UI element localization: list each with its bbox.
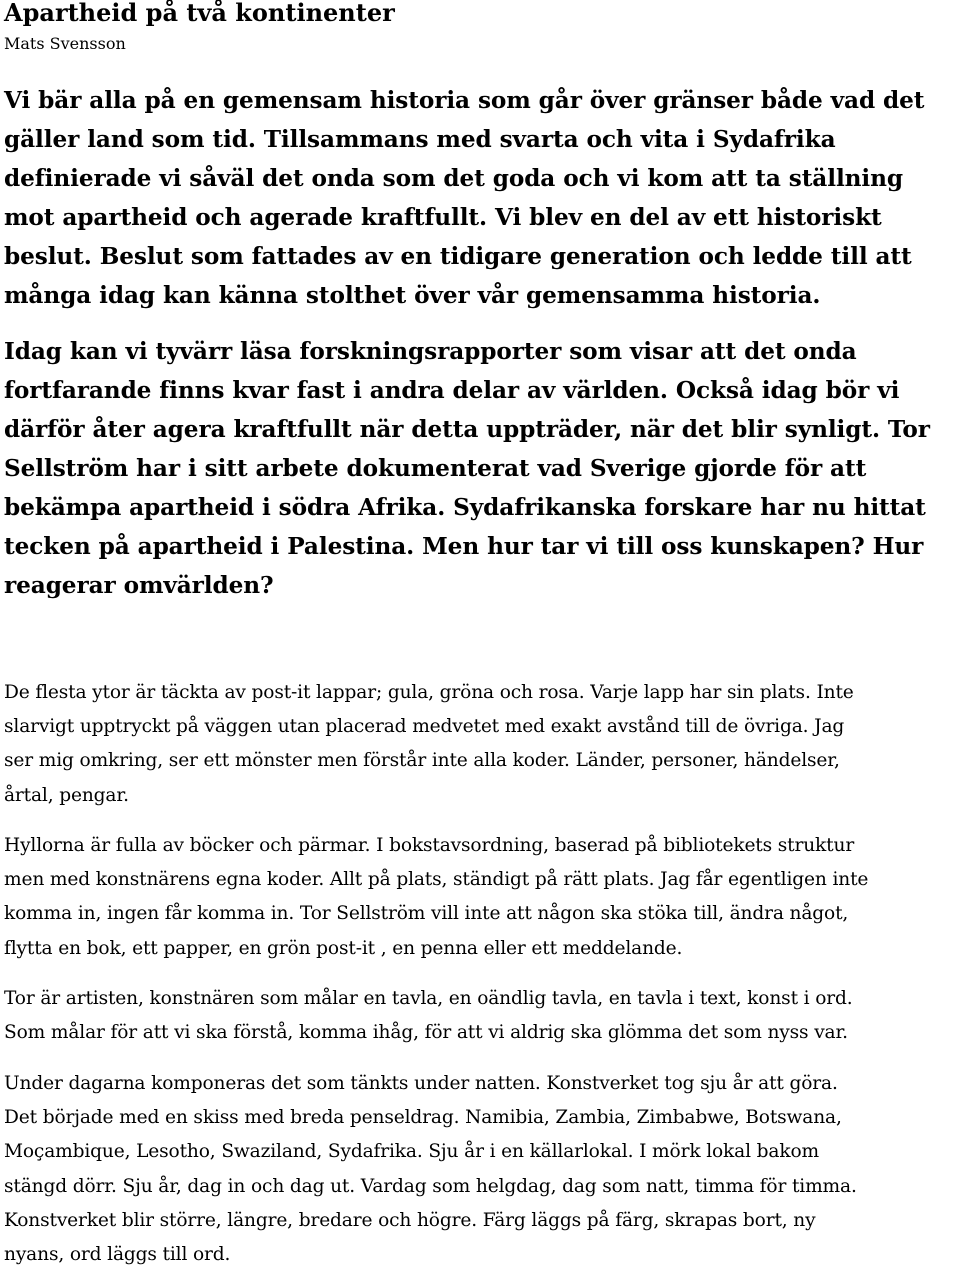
text-line: årtal, pengar. (4, 784, 129, 806)
text-line: Idag kan vi tyvärr läsa forskningsrapporter som visar att det onda (4, 338, 857, 365)
text-line: Konstverket blir större, längre, bredare och högre. Färg läggs på färg, skrapas bort, ny (4, 1209, 816, 1231)
text-line: Tor är artisten, konstnären som målar en tavla, en oändlig tavla, en tavla i text, konst i ord. (4, 988, 853, 1009)
text-line: men med konstnärens egna koder. Allt på plats, ständigt på rätt plats. Jag får egentligen inte (4, 869, 869, 891)
text-line: många idag kan känna stolthet över vår gemensamma historia. (4, 282, 821, 309)
lead-paragraph (4, 81, 924, 315)
body-paragraph (4, 982, 853, 1050)
text-line: De flesta ytor är täckta av post-it lappar; gula, gröna och rosa. Varje lapp har sin plats. Inte (4, 682, 854, 703)
text-line: därför åter agera kraftfullt när detta uppträder, när det blir synligt. Tor (4, 416, 930, 443)
text-line: Vi bär alla på en gemensam historia som går över gränser både vad det (4, 87, 925, 114)
body-paragraph (4, 1067, 857, 1272)
body-paragraph (4, 829, 868, 966)
text-line: Som målar för att vi ska förstå, komma ihåg, för att vi aldrig ska glömma det som nyss var. (4, 1022, 848, 1044)
text-line: stängd dörr. Sju år, dag in och dag ut. Vardag som helgdag, dag som natt, timma för timma. (4, 1175, 857, 1197)
text-line: Moçambique, Lesotho, Swaziland, Sydafrika. Sju år i en källarlokal. I mörk lokal bakom (4, 1141, 819, 1163)
text-line: nyans, ord läggs till ord. (4, 1244, 231, 1266)
text-line: Sellström har i sitt arbete dokumenterat vad Sverige gjorde för att (4, 455, 867, 482)
text-line: gäller land som tid. Tillsammans med svarta och vita i Sydafrika (4, 126, 836, 153)
lead-paragraph (4, 332, 930, 605)
text-line: bekämpa apartheid i södra Afrika. Sydafrikanska forskare har nu hittat (4, 494, 926, 521)
text-line: tecken på apartheid i Palestina. Men hur tar vi till oss kunskapen? Hur (4, 533, 924, 560)
text-line: Det började med en skiss med breda penseldrag. Namibia, Zambia, Zimbabwe, Botswana, (4, 1107, 842, 1129)
text-line: Under dagarna komponeras det som tänkts under natten. Konstverket tog sju år att göra. (4, 1073, 838, 1094)
text-line: mot apartheid och agerade kraftfullt. Vi blev en del av ett historiskt (4, 204, 882, 231)
text-line: reagerar omvärlden? (4, 572, 274, 599)
text-line: slarvigt upptryckt på väggen utan placerad medvetet med exakt avstånd till de övriga. Jag (4, 716, 845, 738)
text-line: definierade vi såväl det onda som det goda och vi kom att ta ställning (4, 165, 903, 192)
text-line: Hyllorna är fulla av böcker och pärmar. I bokstavsordning, baserad på bibliotekets struktur (4, 835, 855, 856)
body-paragraph (4, 676, 854, 813)
text-line: fortfarande finns kvar fast i andra delar av världen. Också idag bör vi (4, 377, 900, 404)
text-line: ser mig omkring, ser ett mönster men förstår inte alla koder. Länder, personer, händelser, (4, 750, 840, 772)
article-title: Apartheid på två kontinenter (4, 0, 395, 27)
text-line: komma in, ingen får komma in. Tor Sellström vill inte att någon ska stöka till, ändra något, (4, 903, 849, 925)
text-line: flytta en bok, ett papper, en grön post-it , en penna eller ett meddelande. (4, 937, 683, 959)
text-line: beslut. Beslut som fattades av en tidigare generation och ledde till att (4, 243, 912, 270)
article-author: Mats Svensson (4, 34, 126, 53)
